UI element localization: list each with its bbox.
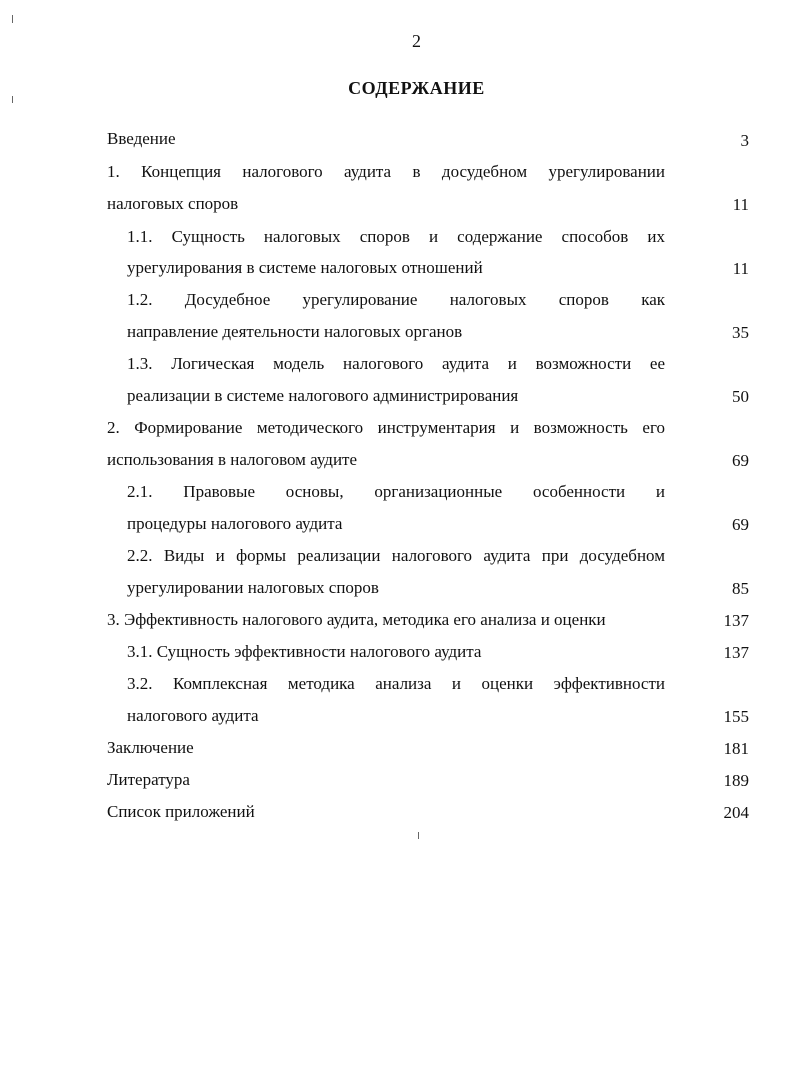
toc-page-literature: 189 — [723, 771, 749, 790]
toc-page-s1-2: 35 — [732, 323, 749, 342]
toc-page-s1-1: 11 — [732, 259, 749, 278]
toc-entry-s2-1: 2.1. Правовые основы, организационные особенности и — [127, 482, 665, 501]
toc-page-s3-1: 137 — [723, 643, 749, 662]
toc-entry-ch1-cont: налоговых споров — [107, 194, 239, 213]
toc-entry-intro: Введение — [107, 129, 176, 148]
toc-page-conclusion: 181 — [723, 739, 749, 758]
toc-entry-s3-2: 3.2. Комплексная методика анализа и оценки эффективности — [127, 674, 665, 693]
toc-entry-s1-3: 1.3. Логическая модель налогового аудита и возможности ее — [127, 354, 665, 373]
toc-page-s2-2: 85 — [732, 579, 749, 598]
toc-entry-s1-1-cont: урегулирования в системе налоговых отношений — [127, 258, 483, 277]
toc-entry-ch1: 1. Концепция налогового аудита в досудебном урегулировании — [107, 162, 665, 181]
page-title: СОДЕРЖАНИЕ — [348, 78, 485, 98]
scan-mark — [12, 15, 13, 23]
page-number: 2 — [412, 31, 421, 51]
toc-entry-s1-3-cont: реализации в системе налогового администрирования — [127, 386, 519, 405]
toc-entry-s2-2: 2.2. Виды и формы реализации налогового аудита при досудебном — [127, 546, 665, 565]
toc-entry-ch2: 2. Формирование методического инструментария и возможность его — [107, 418, 665, 437]
toc-page-ch1: 11 — [732, 195, 749, 214]
toc-page-ch2: 69 — [732, 451, 749, 470]
toc-entry-ch3: 3. Эффективность налогового аудита, методика его анализа и оценки — [107, 610, 606, 629]
toc-entry-s1-2-cont: направление деятельности налоговых органов — [127, 322, 463, 341]
toc-page-s1-3: 50 — [732, 387, 749, 406]
toc-page-s2-1: 69 — [732, 515, 749, 534]
toc-entry-s2-2-cont: урегулировании налоговых споров — [127, 578, 379, 597]
toc-entry-s3-1: 3.1. Сущность эффективности налогового аудита — [127, 642, 482, 661]
toc-page-appendices: 204 — [723, 803, 749, 822]
toc-page-s3-2: 155 — [723, 707, 749, 726]
toc-entry-ch2-cont: использования в налоговом аудите — [107, 450, 358, 469]
toc-entry-appendices: Список приложений — [107, 802, 255, 821]
toc-entry-s1-1: 1.1. Сущность налоговых споров и содержание способов их — [127, 227, 665, 246]
toc-entry-conclusion: Заключение — [107, 738, 194, 757]
toc-entry-s2-1-cont: процедуры налогового аудита — [127, 514, 343, 533]
scan-mark — [418, 832, 419, 839]
toc-page-intro: 3 — [740, 131, 749, 150]
toc-entry-s1-2: 1.2. Досудебное урегулирование налоговых споров как — [127, 290, 665, 309]
toc-entry-s3-2-cont: налогового аудита — [127, 706, 259, 725]
toc-entry-literature: Литература — [107, 770, 190, 789]
toc-page-ch3: 137 — [723, 611, 749, 630]
